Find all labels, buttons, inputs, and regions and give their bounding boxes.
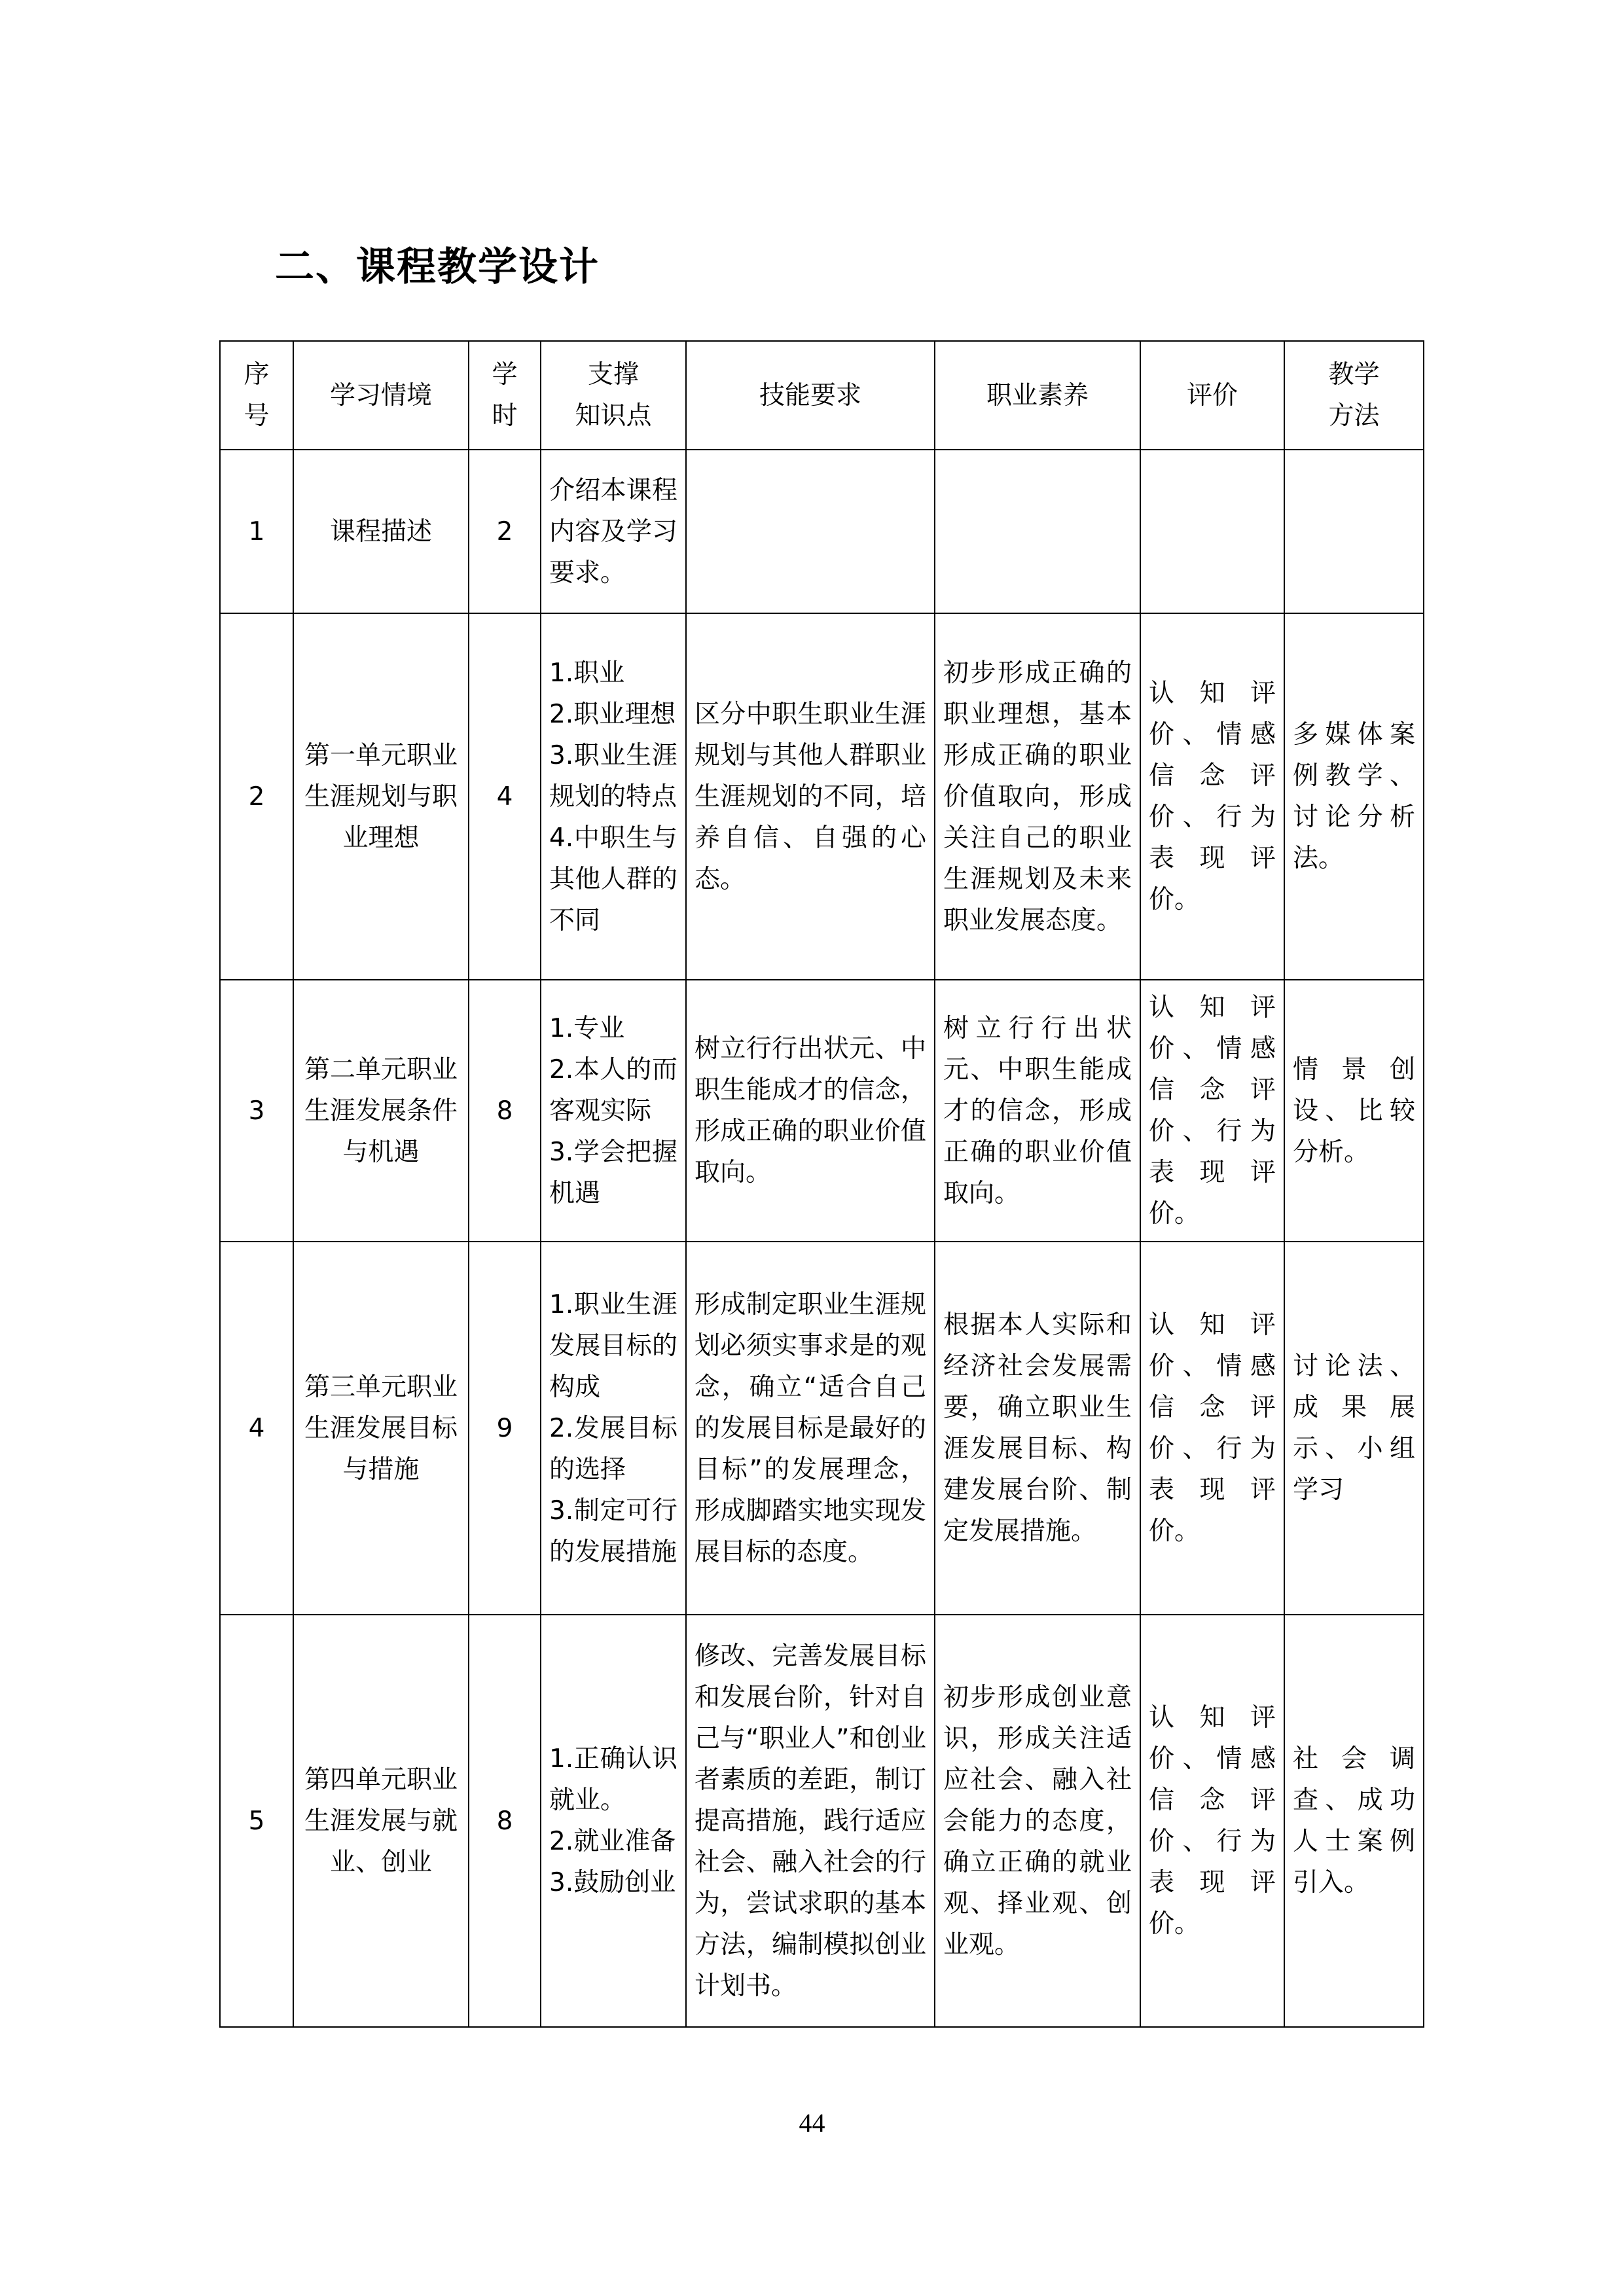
cell-evaluation <box>1140 450 1284 613</box>
header-situation: 学习情境 <box>293 341 469 450</box>
cell-literacy: 树立行行出状元、中职生能成才的信念，形成正确的职业价值取向。 <box>935 980 1140 1242</box>
table-row <box>220 980 1424 1242</box>
cell-no: 2 <box>220 613 293 980</box>
section-title: 二、课程教学设计 <box>275 244 600 290</box>
cell-method <box>1284 450 1424 613</box>
table-row <box>220 613 1424 980</box>
cell-knowledge: 1.专业 2.本人的而客观实际 3.学会把握机遇 <box>541 980 686 1242</box>
cell-evaluation: 认知评价、情感信念评价、行为表现评价。 <box>1140 613 1284 980</box>
cell-no: 4 <box>220 1242 293 1615</box>
header-knowledge: 支撑 知识点 <box>541 341 686 450</box>
table-row <box>220 1242 1424 1615</box>
table-header-row <box>220 341 1424 450</box>
cell-no: 1 <box>220 450 293 613</box>
cell-skills: 区分中职生职业生涯规划与其他人群职业生涯规划的不同，培养自信、自强的心态。 <box>686 613 935 980</box>
cell-knowledge: 1.职业 2.职业理想 3.职业生涯规划的特点 4.中职生与其他人群的不同 <box>541 613 686 980</box>
table-row <box>220 1615 1424 2027</box>
cell-method: 讨论法、成果展示、小组学习 <box>1284 1242 1424 1615</box>
cell-method: 多媒体案例教学、讨论分析法。 <box>1284 613 1424 980</box>
cell-situation: 第一单元职业生涯规划与职业理想 <box>293 613 469 980</box>
header-method: 教学 方法 <box>1284 341 1424 450</box>
cell-hours: 9 <box>469 1242 541 1615</box>
header-evaluation: 评价 <box>1140 341 1284 450</box>
course-design-table <box>219 340 1424 2028</box>
cell-literacy: 初步形成创业意识，形成关注适应社会、融入社会能力的态度，确立正确的就业观、择业观、创业观。 <box>935 1615 1140 2027</box>
cell-skills: 形成制定职业生涯规划必须实事求是的观念，确立“适合自己的发展目标是最好的目标”的发展理念，形成脚踏实地实现发展目标的态度。 <box>686 1242 935 1615</box>
cell-method: 情景创设、比较分析。 <box>1284 980 1424 1242</box>
header-no: 序 号 <box>220 341 293 450</box>
cell-evaluation: 认知评价、情感信念评价、行为表现评价。 <box>1140 1615 1284 2027</box>
cell-literacy: 根据本人实际和经济社会发展需要，确立职业生涯发展目标、构建发展台阶、制定发展措施。 <box>935 1242 1140 1615</box>
header-skills: 技能要求 <box>686 341 935 450</box>
header-literacy: 职业素养 <box>935 341 1140 450</box>
cell-evaluation: 认知评价、情感信念评价、行为表现评价。 <box>1140 980 1284 1242</box>
cell-knowledge: 1.职业生涯发展目标的构成 2.发展目标的选择 3.制定可行的发展措施 <box>541 1242 686 1615</box>
cell-hours: 8 <box>469 1615 541 2027</box>
cell-literacy: 初步形成正确的职业理想，基本形成正确的职业价值取向，形成关注自己的职业生涯规划及未来职业发展态度。 <box>935 613 1140 980</box>
cell-hours: 8 <box>469 980 541 1242</box>
cell-situation: 第四单元职业生涯发展与就业、创业 <box>293 1615 469 2027</box>
cell-knowledge: 1.正确认识就业。 2.就业准备 3.鼓励创业 <box>541 1615 686 2027</box>
header-hours: 学 时 <box>469 341 541 450</box>
table-row <box>220 450 1424 613</box>
cell-situation: 第二单元职业生涯发展条件与机遇 <box>293 980 469 1242</box>
cell-no: 5 <box>220 1615 293 2027</box>
cell-literacy <box>935 450 1140 613</box>
cell-skills <box>686 450 935 613</box>
cell-knowledge: 介绍本课程内容及学习要求。 <box>541 450 686 613</box>
cell-evaluation: 认知评价、情感信念评价、行为表现评价。 <box>1140 1242 1284 1615</box>
cell-hours: 2 <box>469 450 541 613</box>
table-body <box>220 450 1424 2027</box>
cell-hours: 4 <box>469 613 541 980</box>
cell-situation: 课程描述 <box>293 450 469 613</box>
cell-method: 社会调查、成功人士案例引入。 <box>1284 1615 1424 2027</box>
cell-situation: 第三单元职业生涯发展目标与措施 <box>293 1242 469 1615</box>
cell-skills: 修改、完善发展目标和发展台阶，针对自己与“职业人”和创业者素质的差距，制订提高措施，践行适应社会、融入社会的行为，尝试求职的基本方法，编制模拟创业计划书。 <box>686 1615 935 2027</box>
cell-skills: 树立行行出状元、中职生能成才的信念，形成正确的职业价值取向。 <box>686 980 935 1242</box>
page-number: 44 <box>799 2108 825 2138</box>
cell-no: 3 <box>220 980 293 1242</box>
